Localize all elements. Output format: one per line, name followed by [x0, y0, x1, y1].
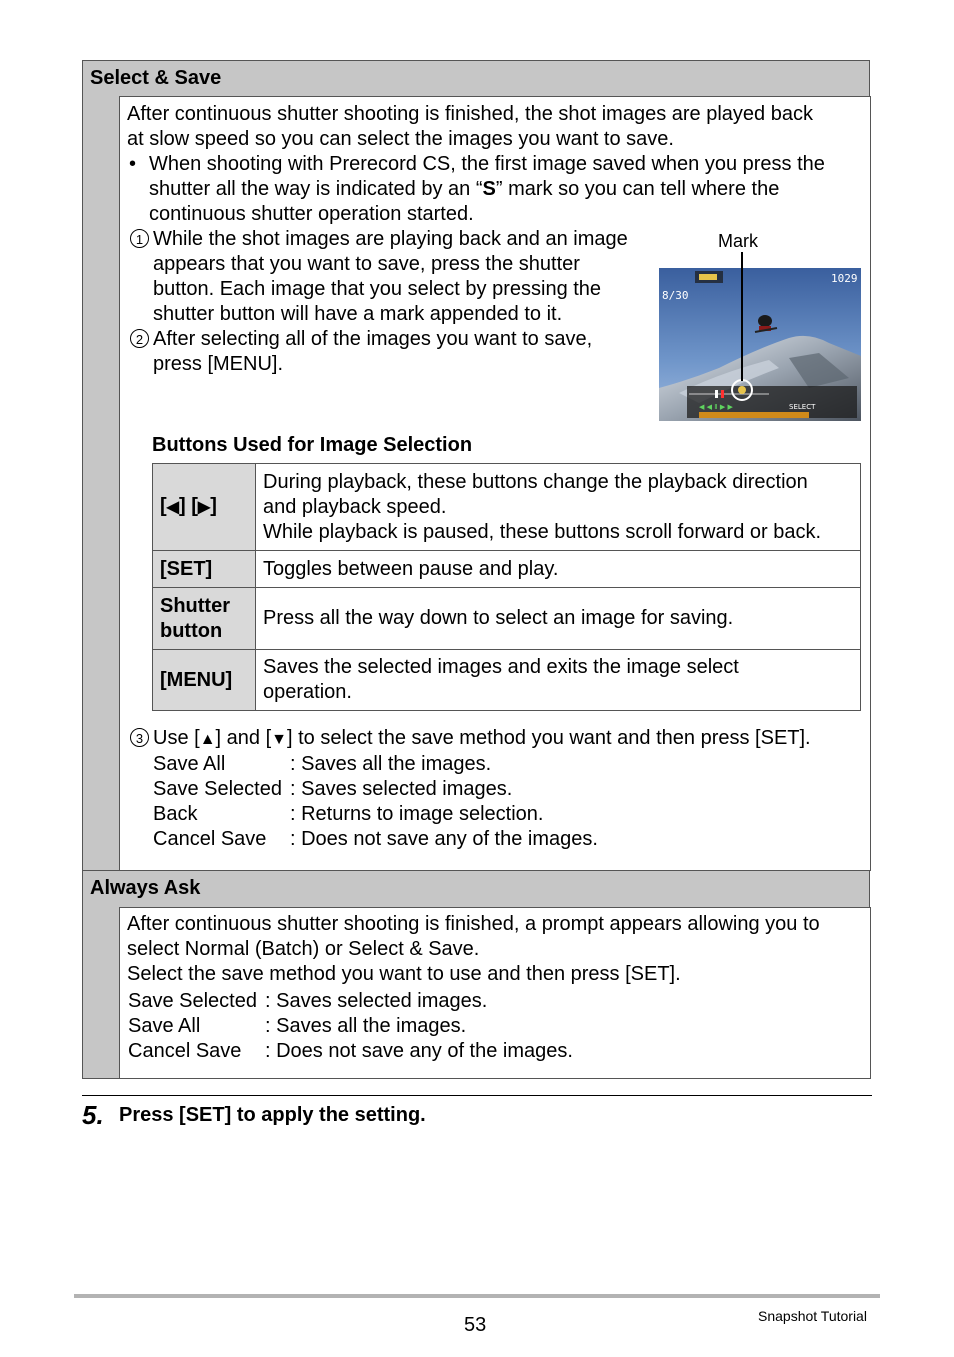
key-left-right: [◀] [▶] — [153, 464, 256, 551]
buttons-heading: Buttons Used for Image Selection — [152, 434, 473, 456]
option-desc: : Returns to image selection. — [290, 803, 544, 825]
key-shutter: Shutter button — [153, 588, 256, 650]
buttons-table — [152, 463, 861, 711]
step3-number: 3 — [130, 726, 152, 751]
right-triangle-icon: ▶ — [197, 499, 211, 516]
table-row — [153, 551, 861, 588]
mark-label: Mark — [718, 231, 758, 251]
down-triangle-icon: ▼ — [271, 731, 287, 748]
step3-line: Use [▲] and [▼] to select the save method you want and then press [SET]. — [153, 727, 811, 749]
footer-rule — [74, 1294, 880, 1298]
option-name: Back — [153, 803, 198, 825]
desc-left-right: During playback, these buttons change the playback direction and playback speed. While playback is paused, these buttons scroll forward or back. — [256, 464, 861, 551]
always-ask-line-2: select Normal (Batch) or Select & Save. — [127, 938, 480, 960]
always-ask-side-bar — [82, 907, 119, 1079]
step1-line-2: appears that you want to save, press the shutter — [153, 253, 580, 275]
bullet-line-2-pre: shutter all the way is indicated by an “ — [149, 178, 483, 200]
always-ask-heading-text: Always Ask — [90, 877, 201, 899]
option-desc: : Saves selected images. — [265, 990, 488, 1012]
step1-number: 1 — [130, 227, 152, 252]
option-desc: : Saves all the images. — [290, 753, 492, 775]
bullet-line-1: When shooting with Prerecord CS, the first image saved when you press the — [149, 153, 825, 175]
frame-counter: 8/30 — [662, 289, 689, 302]
footer-section-title: Snapshot Tutorial — [758, 1308, 867, 1324]
option-name: Cancel Save — [128, 1040, 242, 1062]
step2-line-2: press [MENU]. — [153, 353, 284, 375]
select-label: SELECT — [789, 403, 816, 411]
page-number: 53 — [464, 1314, 487, 1336]
s-mark: S — [482, 178, 496, 200]
step1-line-4: shutter button will have a mark appended to it. — [153, 303, 563, 325]
step1-line-3: button. Each image that you select by pressing the — [153, 278, 602, 300]
remaining-count: 1029 — [831, 272, 858, 285]
step5-number: 5. — [82, 1100, 104, 1130]
desc-set: Toggles between pause and play. — [256, 551, 861, 588]
snowboarder-photo — [659, 268, 861, 421]
table-row — [153, 588, 861, 650]
bullet-line-2-post: ” mark so you can tell where the — [495, 178, 780, 200]
step5-rule — [82, 1095, 872, 1096]
key-menu: [MENU] — [153, 650, 256, 711]
option-name: Cancel Save — [153, 828, 267, 850]
table-row — [153, 650, 861, 711]
step1-line-1: While the shot images are playing back and an image — [153, 228, 628, 250]
always-ask-line-3: Select the save method you want to use and then press [SET]. — [127, 963, 681, 985]
always-ask-line-1: After continuous shutter shooting is finished, a prompt appears allowing you to — [127, 913, 820, 935]
svg-text:◀ ◀ Ⅱ ▶ ▶: ◀ ◀ Ⅱ ▶ ▶ — [699, 403, 733, 411]
bullet-dot: • — [129, 153, 137, 175]
left-triangle-icon: ◀ — [166, 499, 179, 516]
option-desc: : Does not save any of the images. — [290, 828, 598, 850]
bullet-line-2 — [149, 177, 779, 202]
select-save-heading — [82, 60, 870, 97]
step2-number: 2 — [130, 327, 152, 352]
desc-menu: Saves the selected images and exits the image select operation. — [256, 650, 861, 711]
intro-line-1: After continuous shutter shooting is finished, the shot images are played back — [127, 103, 813, 125]
option-desc: : Does not save any of the images. — [265, 1040, 573, 1062]
option-name: Save All — [153, 753, 226, 775]
option-desc: : Saves all the images. — [265, 1015, 467, 1037]
key-set: [SET] — [153, 551, 256, 588]
option-name: Save Selected — [153, 778, 282, 800]
select-save-side-bar — [82, 96, 119, 871]
intro-line-2: at slow speed so you can select the images you want to save. — [127, 128, 674, 150]
mark-pointer-line — [741, 252, 743, 381]
camera-screen-image — [659, 268, 861, 421]
step2-line-1: After selecting all of the images you want to save, — [153, 328, 593, 350]
up-triangle-icon: ▲ — [199, 731, 216, 748]
option-desc: : Saves selected images. — [290, 778, 513, 800]
option-name: Save All — [128, 1015, 201, 1037]
bullet-line-3: continuous shutter operation started. — [149, 203, 474, 225]
option-name: Save Selected — [128, 990, 257, 1012]
desc-shutter: Press all the way down to select an image for saving. — [256, 588, 861, 650]
table-row — [153, 464, 861, 551]
always-ask-heading — [82, 870, 870, 908]
step5-text: Press [SET] to apply the setting. — [119, 1104, 426, 1126]
select-save-heading-text: Select & Save — [90, 67, 222, 89]
